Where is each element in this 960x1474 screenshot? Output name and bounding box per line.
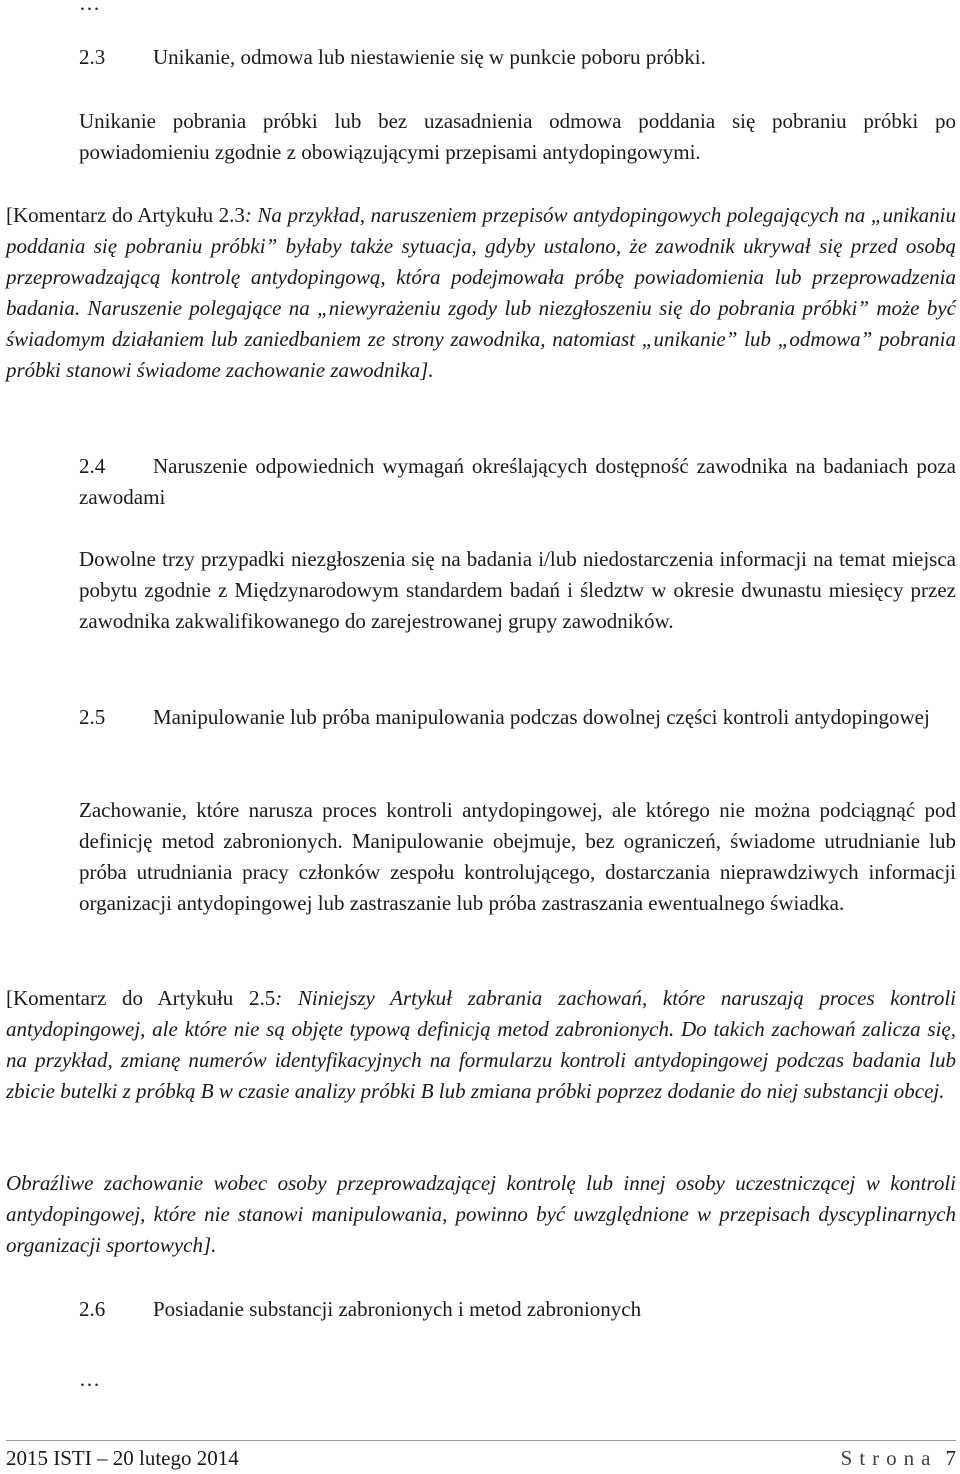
- comment-lead: [Komentarz do Artykułu: [6, 203, 219, 227]
- section-title: Posiadanie substancji zabronionych i metod zabronionych: [153, 1297, 642, 1321]
- footer-doc-info: 2015 ISTI – 20 lutego 2014: [6, 1446, 239, 1470]
- footer-page: [841, 1443, 956, 1474]
- comment-ref: 2.5: [248, 986, 276, 1010]
- section-number: 2.4: [79, 454, 106, 478]
- footer-divider: [6, 1440, 956, 1441]
- section-heading-2-5: [79, 702, 956, 733]
- page-footer: [6, 1443, 956, 1474]
- comment-text: : Na przykład, naruszeniem przepisów antydopingowych polegających na „unikaniu poddania się pobraniu próbki” byłaby także sytuacja, gdyby ustalono, że zawodnik ukrywał się przed osobą przeprowadzającą kontrolę antydopingową, która podejmowała próbę powiadomienia lub przeprowadzenia badania. Naruszenie polegające na „niewyrażeniu zgody lub niezgłoszeniu się do pobrania próbki” może być świadomym działaniem lub zaniedbaniem ze strony zawodnika, natomiast „unikanie” lub „odmowa” pobrania próbki stanowi świadome zachowanie zawodnika].: [6, 203, 956, 382]
- comment-2-3: [6, 200, 956, 386]
- section-number: 2.6: [79, 1297, 106, 1321]
- section-body-2-3: Unikanie pobrania próbki lub bez uzasadnienia odmowa poddania się pobraniu próbki po powiadomieniu zgodnie z obowiązującymi przepisami antydopingowymi.: [79, 109, 956, 164]
- comment-2-5: [6, 983, 956, 1107]
- ellipsis-bottom: …: [79, 1367, 100, 1391]
- section-heading-2-6: [79, 1294, 959, 1325]
- comment-text: : Niniejszy Artykuł zabrania zachowań, które naruszają proces kontroli antydopingowej, ale które nie są objęte typową definicją metod zabronionych. Do takich zachowań zalicza się, na przykład, zmianę numerów identyfikacyjnych na formularzu kontroli antydopingowej podczas badania lub zbicie butelki z próbką B w czasie analizy próbki B lub zmiana próbki poprzez dodanie do niej substancji obcej.: [6, 986, 957, 1103]
- comment-lead: [Komentarz do Artykułu: [6, 986, 249, 1010]
- section-title: Manipulowanie lub próba manipulowania podczas dowolnej części kontroli antydopingowej: [153, 705, 930, 729]
- section-body-2-5: Zachowanie, które narusza proces kontroli antydopingowej, ale którego nie można podciągnąć pod definicję metod zabronionych. Manipulowanie obejmuje, bez ograniczeń, świadome utrudnianie lub próba utrudniania pracy członków zespołu kontrolującego, dostarczania nieprawdziwych informacji organizacji antydopingowej lub zastraszanie lub próba zastraszania ewentualnego świadka.: [79, 798, 956, 915]
- section-number: 2.5: [79, 705, 106, 729]
- section-heading-2-4: [79, 451, 956, 513]
- section-title: Unikanie, odmowa lub niestawienie się w punkcie poboru próbki.: [153, 45, 706, 69]
- footer-page-number: 7: [945, 1446, 956, 1470]
- comment-2-5-continued: Obraźliwe zachowanie wobec osoby przeprowadzającej kontrolę lub innej osoby uczestniczącej w kontroli antydopingowej, które nie stanowi manipulowania, powinno być uwzględnione w przepisach dyscyplinarnych organizacji sportowych].: [6, 1171, 956, 1257]
- section-heading-2-3: [79, 42, 959, 73]
- ellipsis-top: …: [79, 0, 100, 15]
- footer-page-label: Strona: [840, 1446, 938, 1470]
- section-number: 2.3: [79, 45, 106, 69]
- section-body-2-4: Dowolne trzy przypadki niezgłoszenia się na badania i/lub niedostarczenia informacji na temat miejsca pobytu zgodnie z Międzynarodowym standardem badań i śledztw w okresie dwunastu miesięcy przez zawodnika zakwalifikowanego do zarejestrowanej grupy zawodników.: [79, 547, 956, 633]
- comment-ref: 2.3: [218, 203, 245, 227]
- section-title: Naruszenie odpowiednich wymagań określających dostępność zawodnika na badaniach poza zawodami: [79, 454, 956, 509]
